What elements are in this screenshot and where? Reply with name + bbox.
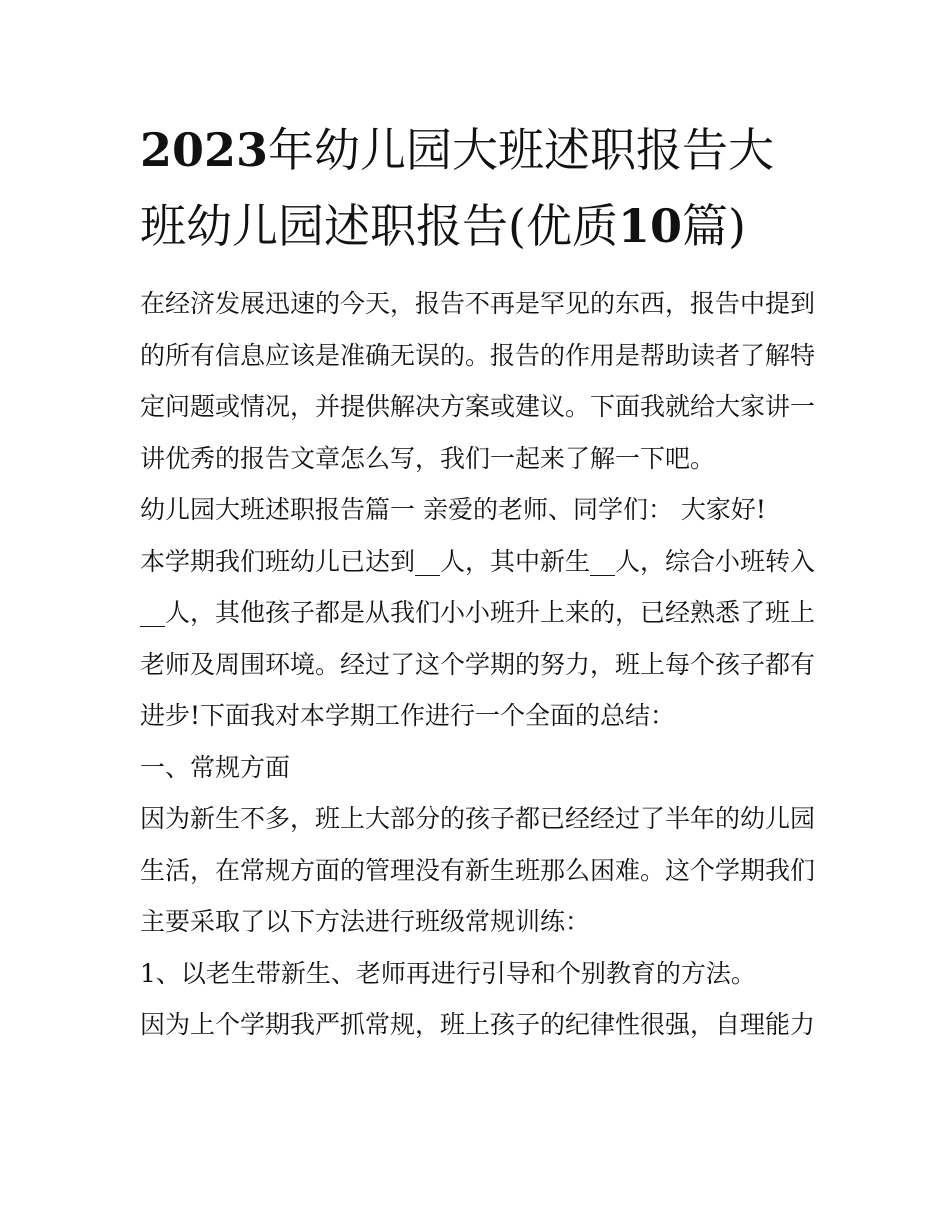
title-part-count: 10: [617, 199, 682, 253]
document-page: [140, 112, 820, 1051]
document-title: [140, 112, 820, 264]
paragraph-greeting: 幼儿园大班述职报告篇一 亲爱的老师、同学们： 大家好!: [140, 495, 766, 524]
title-part-year: 2023: [140, 123, 269, 177]
paragraph-discipline: 因为上个学期我严抓常规，班上孩子的纪律性很强，自理能力: [140, 1010, 816, 1039]
paragraph-intro: 在经济发展迅速的今天，报告不再是罕见的东西，报告中提到的所有信息应该是准确无误的。报告的作用是帮助读者了解特定问题或情况，并提供解决方案或建议。下面我就给大家讲一讲优秀的报告文章怎么写，我们一起来了解一下吧。: [140, 289, 816, 473]
document-body: [140, 278, 820, 1051]
list-item-method-1: 1、以老生带新生、老师再进行引导和个别教育的方法。: [140, 958, 756, 988]
paragraph-class-overview: 本学期我们班幼儿已达到__人，其中新生__人，综合小班转入__人，其他孩子都是从我们小小班升上来的，已经熟悉了班上老师及周围环境。经过了这个学期的努力，班上每个孩子都有进步!下面我对本学期工作进行一个全面的总结：: [140, 546, 816, 730]
title-part-end: 篇): [681, 199, 746, 253]
section-heading-routine: 一、常规方面: [140, 752, 291, 782]
title-part-main: 年幼儿园大班述职报告大班幼儿园述职报告(优质: [140, 123, 775, 253]
paragraph-routine-intro: 因为新生不多，班上大部分的孩子都已经经过了半年的幼儿园生活，在常规方面的管理没有新生班那么困难。这个学期我们主要采取了以下方法进行班级常规训练：: [140, 804, 816, 936]
